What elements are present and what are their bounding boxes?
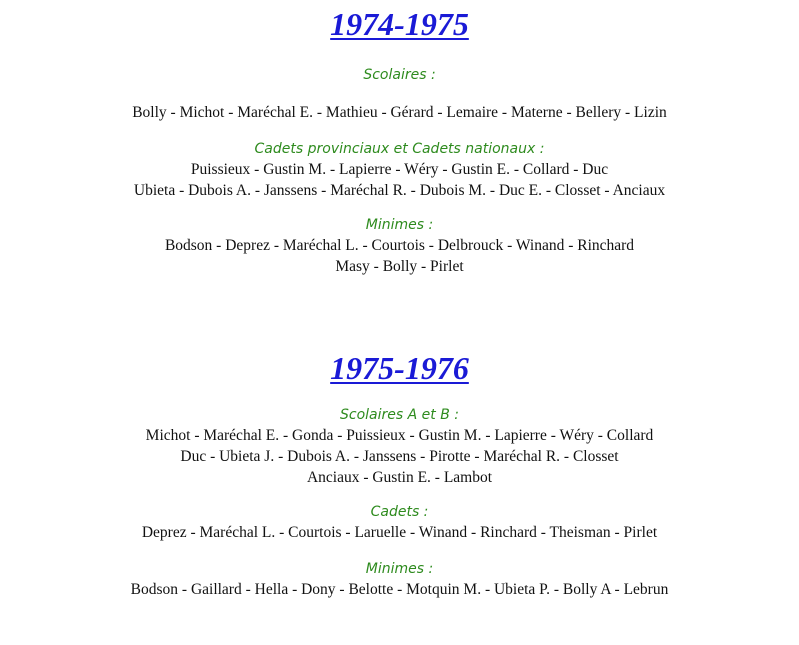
season-title-link[interactable]: 1975-1976 bbox=[330, 350, 469, 386]
season-1975-1976 bbox=[0, 349, 799, 600]
player-list-line: Michot - Maréchal E. - Gonda - Puissieux - Gustin M. - Lapierre - Wéry - Collard bbox=[145, 427, 654, 444]
category-title-scolaires: Scolaires : bbox=[363, 67, 436, 83]
player-list-line: Bodson - Deprez - Maréchal L. - Courtois - Delbrouck - Winand - Rinchard bbox=[164, 237, 635, 254]
category-title-cadets: Cadets provinciaux et Cadets nationaux : bbox=[254, 141, 545, 157]
player-list-line: Deprez - Maréchal L. - Courtois - Laruelle - Winand - Rinchard - Theisman - Pirlet bbox=[141, 524, 658, 541]
season-1974-1975 bbox=[0, 5, 799, 277]
player-list-line: Duc - Ubieta J. - Dubois A. - Janssens - Pirotte - Maréchal R. - Closset bbox=[180, 448, 619, 465]
category-title-cadets: Cadets : bbox=[370, 504, 429, 520]
player-list-line: Masy - Bolly - Pirlet bbox=[335, 258, 464, 275]
season-title-link[interactable]: 1974-1975 bbox=[330, 6, 469, 42]
category-title-minimes: Minimes : bbox=[365, 217, 434, 233]
category-title-scolaires-a-b: Scolaires A et B : bbox=[340, 407, 459, 423]
player-list-line: Anciaux - Gustin E. - Lambot bbox=[306, 469, 493, 486]
player-list-line: Bodson - Gaillard - Hella - Dony - Belotte - Motquin M. - Ubieta P. - Bolly A - Lebrun bbox=[130, 581, 669, 598]
player-list-line: Bolly - Michot - Maréchal E. - Mathieu - Gérard - Lemaire - Materne - Bellery - Lizin bbox=[132, 104, 667, 121]
player-list-line: Puissieux - Gustin M. - Lapierre - Wéry - Gustin E. - Collard - Duc bbox=[190, 161, 609, 178]
player-list-line: Ubieta - Dubois A. - Janssens - Maréchal R. - Dubois M. - Duc E. - Closset - Anciaux bbox=[133, 182, 666, 199]
category-title-minimes: Minimes : bbox=[365, 561, 434, 577]
